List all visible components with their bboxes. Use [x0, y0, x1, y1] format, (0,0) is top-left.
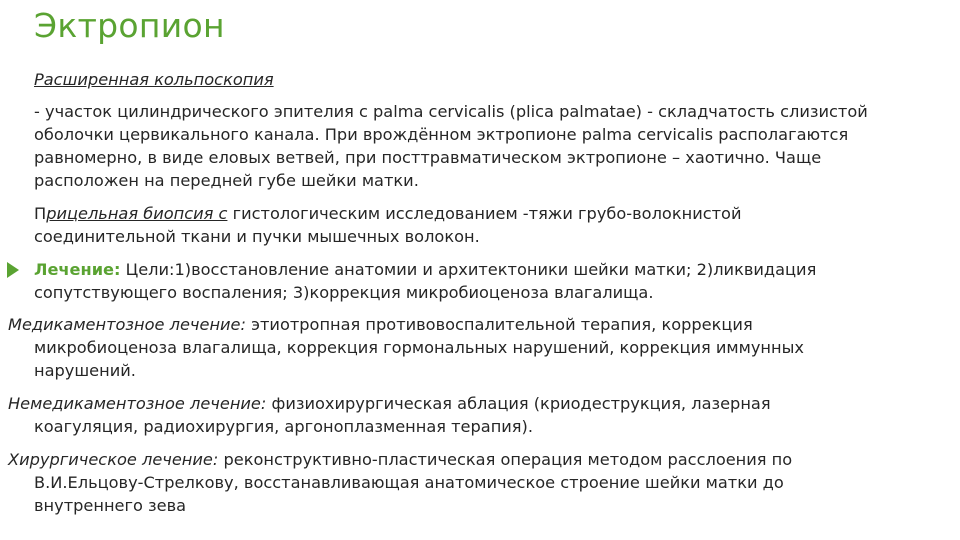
treatment-label: Лечение:: [34, 260, 121, 279]
biopsy-prefix: П: [34, 204, 47, 223]
colposcopy-heading: Расширенная кольпоскопия: [34, 70, 274, 89]
treatment-text: Цели:1)восстановление анатомии и архитектоники шейки матки; 2)ликвидация сопутствующего воспаления; 3)коррекция микробиоценоза влагалища.: [34, 260, 817, 302]
nonmedical-text: физиохирургическая аблация (криодеструкция, лазерная коагуляция, радиохирургия, аргоноплазменная терапия).: [34, 394, 771, 436]
nonmedical-paragraph: [8, 392, 854, 438]
medical-paragraph: [8, 313, 854, 382]
colposcopy-text: - участок цилиндрического эпителия с palma cervicalis (plica palmatae) - складчатость слизистой оболочки цервикального канала. При врождённом эктропионе palma cervicalis располагаются равномерно, в виде еловых ветвей, при посттравматическом эктропионе – хаотично. Чаще расположен на передней губе шейки матки.: [34, 102, 868, 190]
biopsy-paragraph: [34, 202, 794, 248]
treatment-paragraph: [34, 258, 854, 304]
slide-title: Эктропион: [34, 6, 225, 45]
surgical-label: Хирургическое лечение:: [8, 450, 219, 469]
biopsy-heading: рицельная биопсия с: [46, 204, 228, 223]
arrow-bullet-icon: [7, 262, 19, 278]
nonmedical-label: Немедикаментозное лечение:: [8, 394, 267, 413]
medical-text: этиотропная противовоспалительной терапия, коррекция микробиоценоза влагалища, коррекция гормональных нарушений, коррекция иммунных нарушений.: [34, 315, 804, 380]
surgical-text: реконструктивно-пластическая операция методом расслоения по В.И.Ельцову-Стрелкову, восстанавливающая анатомическое строение шейки матки до внутреннего зева: [34, 450, 793, 515]
surgical-paragraph: [8, 448, 854, 517]
medical-label: Медикаментозное лечение:: [8, 315, 246, 334]
biopsy-text: гистологическим исследованием -тяжи грубо-волокнистой соединительной ткани и пучки мышечных волокон.: [34, 204, 742, 246]
